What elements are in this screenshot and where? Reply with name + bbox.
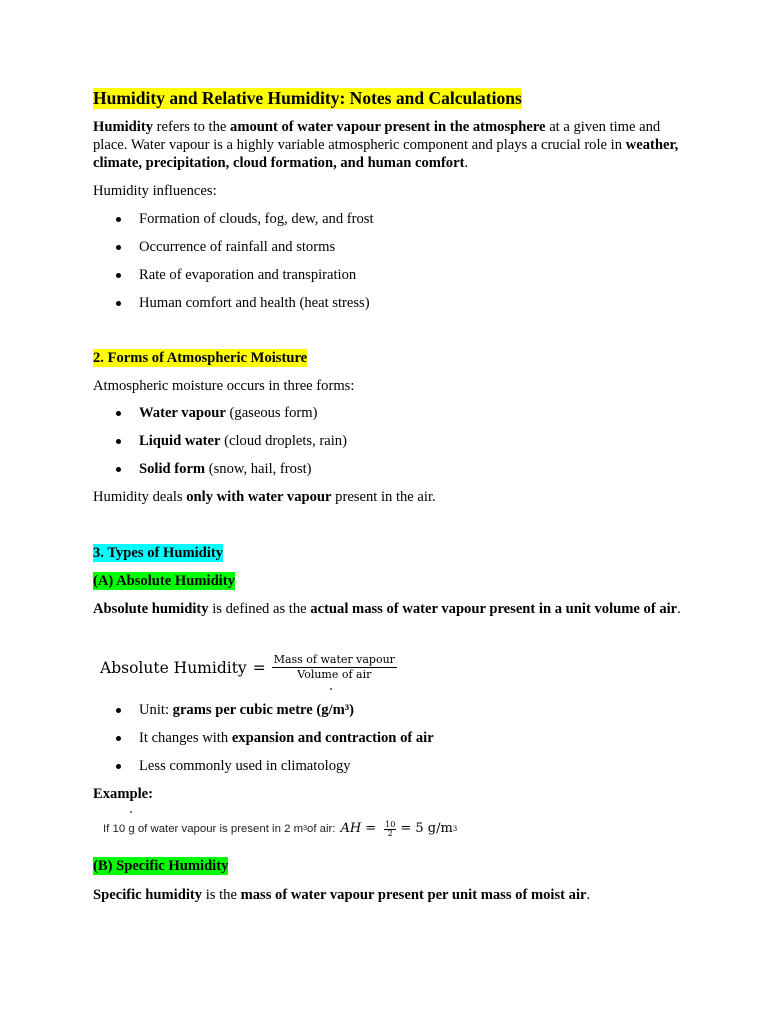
example-result: = 5 g/m: [400, 821, 453, 836]
absolute-humidity-definition: [93, 600, 683, 618]
def-bold: actual mass of water vapour present in a unit volume of air: [310, 601, 678, 617]
formula-equals: =: [252, 658, 266, 677]
def-term: Specific humidity: [93, 887, 203, 903]
item-text: Unit:: [139, 702, 173, 718]
moisture-forms-list: [93, 404, 653, 488]
list-item: [93, 460, 653, 488]
list-item: [93, 404, 653, 432]
list-item: [93, 432, 653, 460]
list-item: Occurrence of rainfall and storms: [93, 238, 653, 266]
item-text: Less commonly used in climatology: [139, 758, 351, 774]
def-end: .: [677, 601, 681, 617]
example-fraction: [384, 821, 396, 838]
absolute-humidity-list: [93, 701, 653, 785]
def-bold: mass of water vapour present per unit mass of moist air: [240, 887, 587, 903]
section-2-heading: 2. Forms of Atmospheric Moisture: [93, 350, 308, 366]
influences-lead: Humidity influences:: [93, 183, 217, 199]
example-denominator: 2: [387, 828, 393, 838]
formula-numerator: Mass of water vapour: [273, 653, 395, 666]
specific-humidity-heading: (B) Specific Humidity: [93, 858, 229, 874]
item-bold: expansion and contraction of air: [231, 730, 434, 746]
example-equals: =: [365, 821, 377, 836]
specific-humidity-definition: [93, 886, 683, 904]
list-item: [93, 701, 653, 729]
example-variable: AH: [340, 821, 362, 836]
example-text-exponent: 3: [303, 825, 307, 832]
example-math: [340, 820, 457, 838]
list-item: [93, 757, 653, 785]
intro-term: Humidity: [93, 119, 154, 135]
intro-bold-1: amount of water vapour present in the atmosphere: [230, 119, 546, 135]
note-bold: only with water vapour: [186, 489, 332, 505]
item-bold: Solid form: [139, 461, 206, 477]
note-text-2: present in the air.: [331, 489, 436, 505]
example-unit-exponent: 3: [452, 825, 458, 833]
list-item: Human comfort and health (heat stress): [93, 294, 653, 322]
item-text: (cloud droplets, rain): [220, 433, 347, 449]
example-numerator: 10: [385, 819, 396, 829]
section-3-heading: 3. Types of Humidity: [93, 545, 224, 561]
item-bold: Liquid water: [139, 433, 221, 449]
intro-bold-2: weather, climate, precipitation, cloud formation, and human comfort: [93, 137, 679, 171]
intro-text-1: refers to the: [153, 119, 231, 135]
example-label: Example:: [93, 786, 153, 802]
page-title: Humidity and Relative Humidity: Notes and Calculations: [93, 88, 522, 108]
note-text-1: Humidity deals: [93, 489, 187, 505]
def-end: .: [586, 887, 591, 903]
example-calculation: [103, 820, 457, 838]
section-2-lead: Atmospheric moisture occurs in three forms:: [93, 378, 355, 394]
formula-fraction: [272, 654, 397, 681]
example-text-end: of air:: [306, 823, 336, 835]
def-text: is defined as the: [208, 601, 311, 617]
list-item: Formation of clouds, fog, dew, and frost: [93, 210, 653, 238]
example-text: If 10 g of water vapour is present in 2 m: [103, 823, 304, 835]
formula-lhs: Absolute Humidity: [100, 658, 247, 677]
def-text: is the: [202, 887, 241, 903]
stray-mark: [330, 688, 332, 690]
formula-denominator: Volume of air: [297, 668, 372, 681]
absolute-humidity-heading: (A) Absolute Humidity: [93, 573, 235, 589]
item-bold: grams per cubic metre (g/m³): [172, 702, 354, 718]
list-item: Rate of evaporation and transpiration: [93, 266, 653, 294]
section-2-note: [93, 488, 683, 506]
intro-paragraph: [93, 118, 683, 172]
list-item: [93, 729, 653, 757]
intro-text-2: at a given time and place. Water vapour is a highly variable atmospheric component and plays a crucial role in: [93, 119, 661, 153]
item-text: (gaseous form): [225, 405, 318, 421]
item-text: It changes with: [139, 730, 232, 746]
absolute-humidity-formula: [100, 654, 397, 681]
def-term: Absolute humidity: [93, 601, 209, 617]
influences-list: [93, 210, 653, 322]
item-text: (snow, hail, frost): [205, 461, 312, 477]
item-bold: Water vapour: [139, 405, 226, 421]
stray-mark: [130, 811, 132, 813]
intro-text-3: .: [464, 155, 469, 171]
